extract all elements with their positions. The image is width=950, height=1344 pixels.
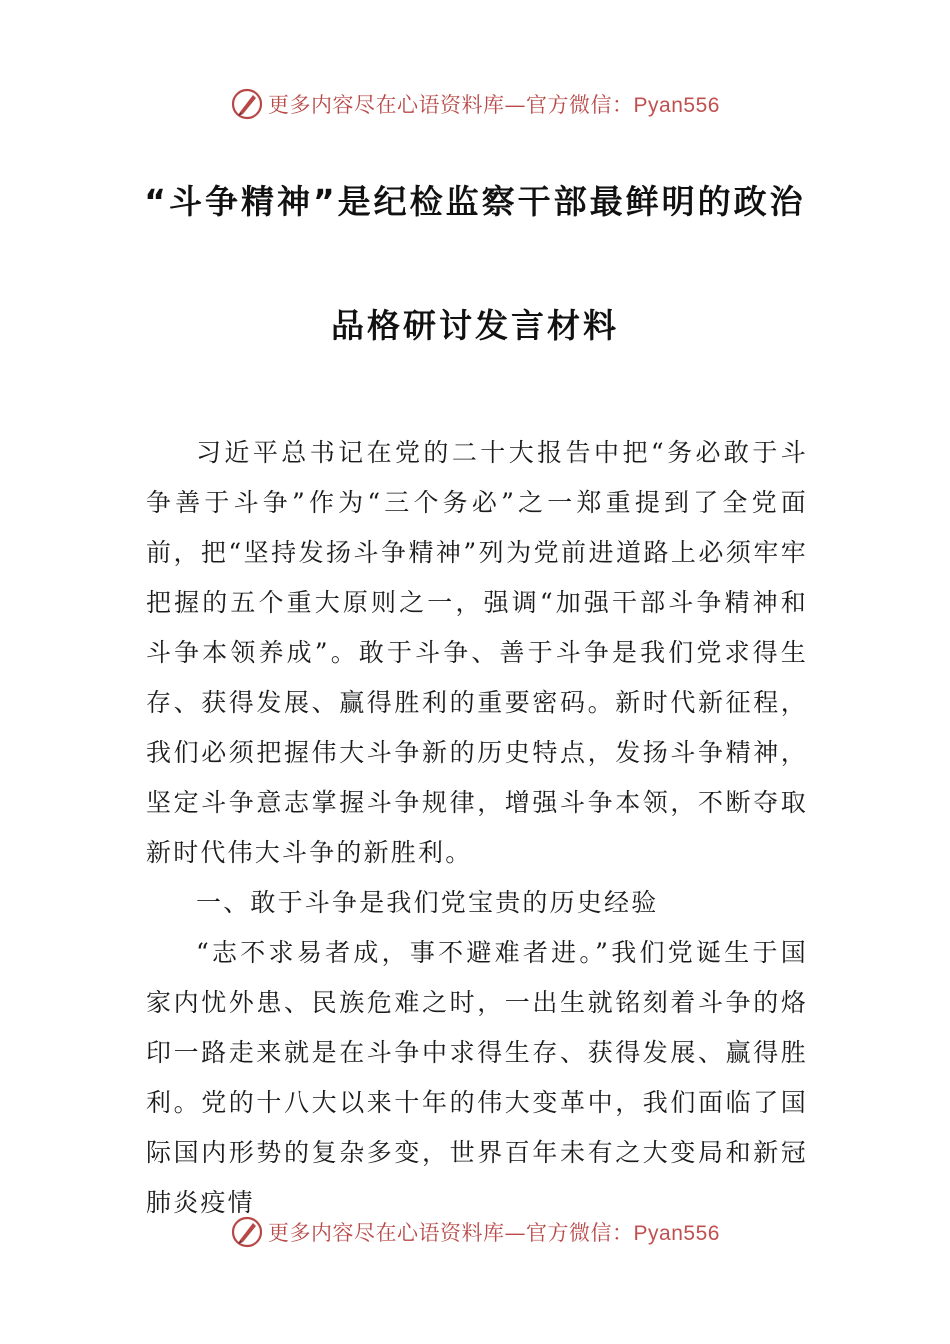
- pen-logo-icon: [230, 1215, 264, 1249]
- body-paragraph: 习近平总书记在党的二十大报告中把“务必敢于斗争善于斗争”作为“三个务必”之一郑重提到了全党面前，把“坚持发扬斗争精神”列为党前进道路上必须牢牢把握的五个重大原则之一，强调“加强干部斗争精神和斗争本领养成”。敢于斗争、善于斗争是我们党求得生存、获得发展、赢得胜利的重要密码。新时代新征程，我们必须把握伟大斗争新的历史特点，发扬斗争精神，坚定斗争意志掌握斗争规律，增强斗争本领，不断夺取新时代伟大斗争的新胜利。: [146, 438, 808, 867]
- footer-watermark: [0, 1212, 950, 1252]
- document-title-line-2: 品格研讨发言材料: [331, 306, 619, 345]
- watermark-text: 更多内容尽在心语资料库—官方微信：Pyan556: [268, 1221, 720, 1245]
- watermark-text: 更多内容尽在心语资料库—官方微信：Pyan556: [268, 93, 720, 117]
- body-paragraph: “志不求易者成，事不避难者进。”我们党诞生于国家内忧外患、民族危难之时，一出生就铭刻着斗争的烙印一路走来就是在斗争中求得生存、获得发展、赢得胜利。党的十八大以来十年的伟大变革中，我们面临了国际国内形势的复杂多变，世界百年未有之大变局和新冠肺炎疫情: [146, 938, 808, 1217]
- document-body: [146, 428, 808, 1228]
- pen-logo-icon: [230, 87, 264, 121]
- section-heading: 一、敢于斗争是我们党宝贵的历史经验: [196, 888, 659, 917]
- header-watermark: [0, 84, 950, 124]
- document-title-line-1: “斗争精神”是纪检监察干部最鲜明的政治: [144, 182, 806, 221]
